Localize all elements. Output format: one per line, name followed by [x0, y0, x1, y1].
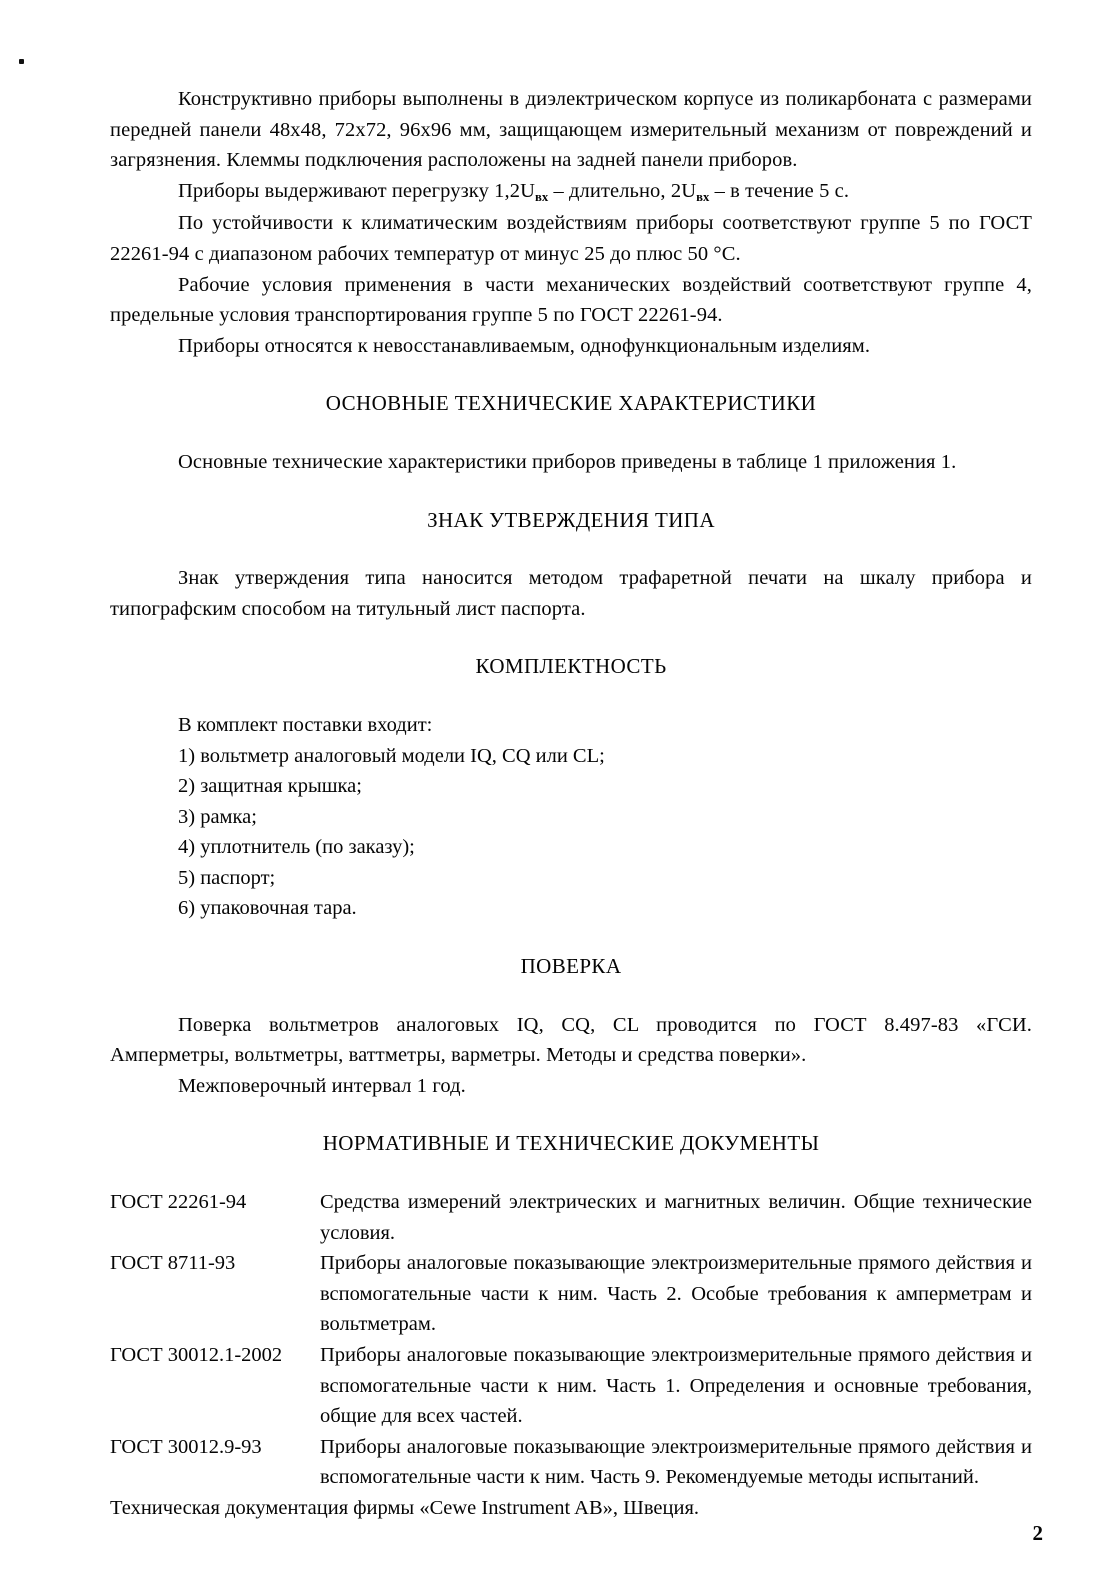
kit-items-list	[110, 741, 1032, 925]
page-content	[110, 84, 1032, 1524]
paragraph-specs: Основные технические характеристики приборов приведены в таблице 1 приложения 1.	[178, 450, 957, 473]
heading-normative-documents: НОРМАТИВНЫЕ И ТЕХНИЧЕСКИЕ ДОКУМЕНТЫ	[322, 1131, 820, 1156]
list-item: 3) рамка;	[178, 805, 257, 828]
paragraph-non-repairable: Приборы относятся к невосстанавливаемым, однофункциональным изделиям.	[178, 334, 871, 357]
spacer	[110, 982, 1032, 1010]
list-item: 6) упаковочная тара.	[178, 897, 357, 920]
table-row	[110, 1432, 1032, 1493]
overload-prefix: Приборы выдерживают перегрузку 1,2U	[178, 179, 535, 202]
paragraph-type-approval: Знак утверждения типа наносится методом трафаретной печати на шкалу прибора и типографским способом на титульный лист паспорта.	[110, 567, 1032, 620]
normative-documents-list	[110, 1187, 1032, 1493]
table-row	[110, 1340, 1032, 1432]
overload-suffix: – в течение 5 с.	[709, 179, 850, 202]
paragraph-climate: По устойчивости к климатическим воздействиям приборы соответствуют группе 5 по ГОСТ 22261-94 с диапазоном рабочих температур от минус 25 до плюс 50 °С.	[110, 212, 1032, 265]
document-code: ГОСТ 8711-93	[110, 1252, 236, 1275]
list-item: 2) защитная крышка;	[178, 775, 362, 798]
document-code: ГОСТ 30012.9-93	[110, 1435, 262, 1458]
page-number: 2	[1032, 1521, 1043, 1545]
table-row	[110, 1187, 1032, 1248]
document-code: ГОСТ 30012.1-2002	[110, 1344, 283, 1366]
spacer	[110, 1101, 1032, 1128]
spacer	[110, 682, 1032, 710]
document-description: Средства измерений электрических и магнитных величин. Общие технические условия.	[320, 1191, 1032, 1244]
spacer	[110, 535, 1032, 563]
overload-middle: – длительно, 2U	[548, 179, 697, 202]
paragraph-overload	[110, 176, 1032, 209]
overload-subscript-1: вх	[535, 189, 549, 204]
heading-kit: КОМПЛЕКТНОСТЬ	[475, 654, 667, 679]
overload-subscript-2: вх	[696, 189, 710, 204]
document-code: ГОСТ 22261-94	[110, 1191, 247, 1214]
paragraph-verification-procedure: Поверка вольтметров аналоговых IQ, CQ, CL проводится по ГОСТ 8.497-83 «ГСИ. Амперметры, вольтметры, ваттметры, варметры. Методы и средства поверки».	[110, 1013, 1032, 1067]
spacer	[110, 1159, 1032, 1187]
scan-artifact-speck	[19, 59, 24, 64]
paragraph-verification-interval: Межповерочный интервал 1 год.	[178, 1074, 466, 1097]
heading-specs: ОСНОВНЫЕ ТЕХНИЧЕСКИЕ ХАРАКТЕРИСТИКИ	[325, 391, 817, 416]
paragraph-mechanical: Рабочие условия применения в части механических воздействий соответствуют группе 4, предельные условия транспортирования группе 5 по ГОСТ 22261-94.	[110, 273, 1032, 327]
list-item: 5) паспорт;	[178, 866, 276, 889]
kit-intro-line: В комплект поставки входит:	[178, 713, 433, 736]
spacer	[110, 624, 1032, 651]
technical-documentation-note: Техническая документация фирмы «Cewe Instrument AB», Швеция.	[110, 1496, 699, 1519]
spacer	[110, 419, 1032, 447]
document-description: Приборы аналоговые показывающие электроизмерительные прямого действия и вспомогательные части к ним. Часть 9. Рекомендуемые методы испытаний.	[320, 1435, 1032, 1489]
document-description: Приборы аналоговые показывающие электроизмерительные прямого действия и вспомогательные части к ним. Часть 2. Особые требования к амперметрам и вольтметрам.	[320, 1252, 1032, 1336]
list-item: 4) уплотнитель (по заказу);	[178, 836, 415, 859]
list-item: 1) вольтметр аналоговый модели IQ, CQ или CL;	[178, 744, 605, 767]
table-row	[110, 1248, 1032, 1340]
spacer	[110, 361, 1032, 388]
spacer	[110, 478, 1032, 505]
paragraph-construction: Конструктивно приборы выполнены в диэлектрическом корпусе из поликарбоната с размерами передней панели 48х48, 72х72, 96х96 мм, защищающем измерительный механизм от повреждений и загрязнения. Клеммы подключения расположены на задней панели приборов.	[110, 88, 1032, 172]
spacer	[110, 924, 1032, 951]
document-description: Приборы аналоговые показывающие электроизмерительные прямого действия и вспомогательные части к ним. Часть 1. Определения и основные требования, общие для всех частей.	[320, 1344, 1032, 1428]
heading-verification: ПОВЕРКА	[520, 954, 622, 979]
heading-type-approval: ЗНАК УТВЕРЖДЕНИЯ ТИПА	[427, 507, 715, 532]
